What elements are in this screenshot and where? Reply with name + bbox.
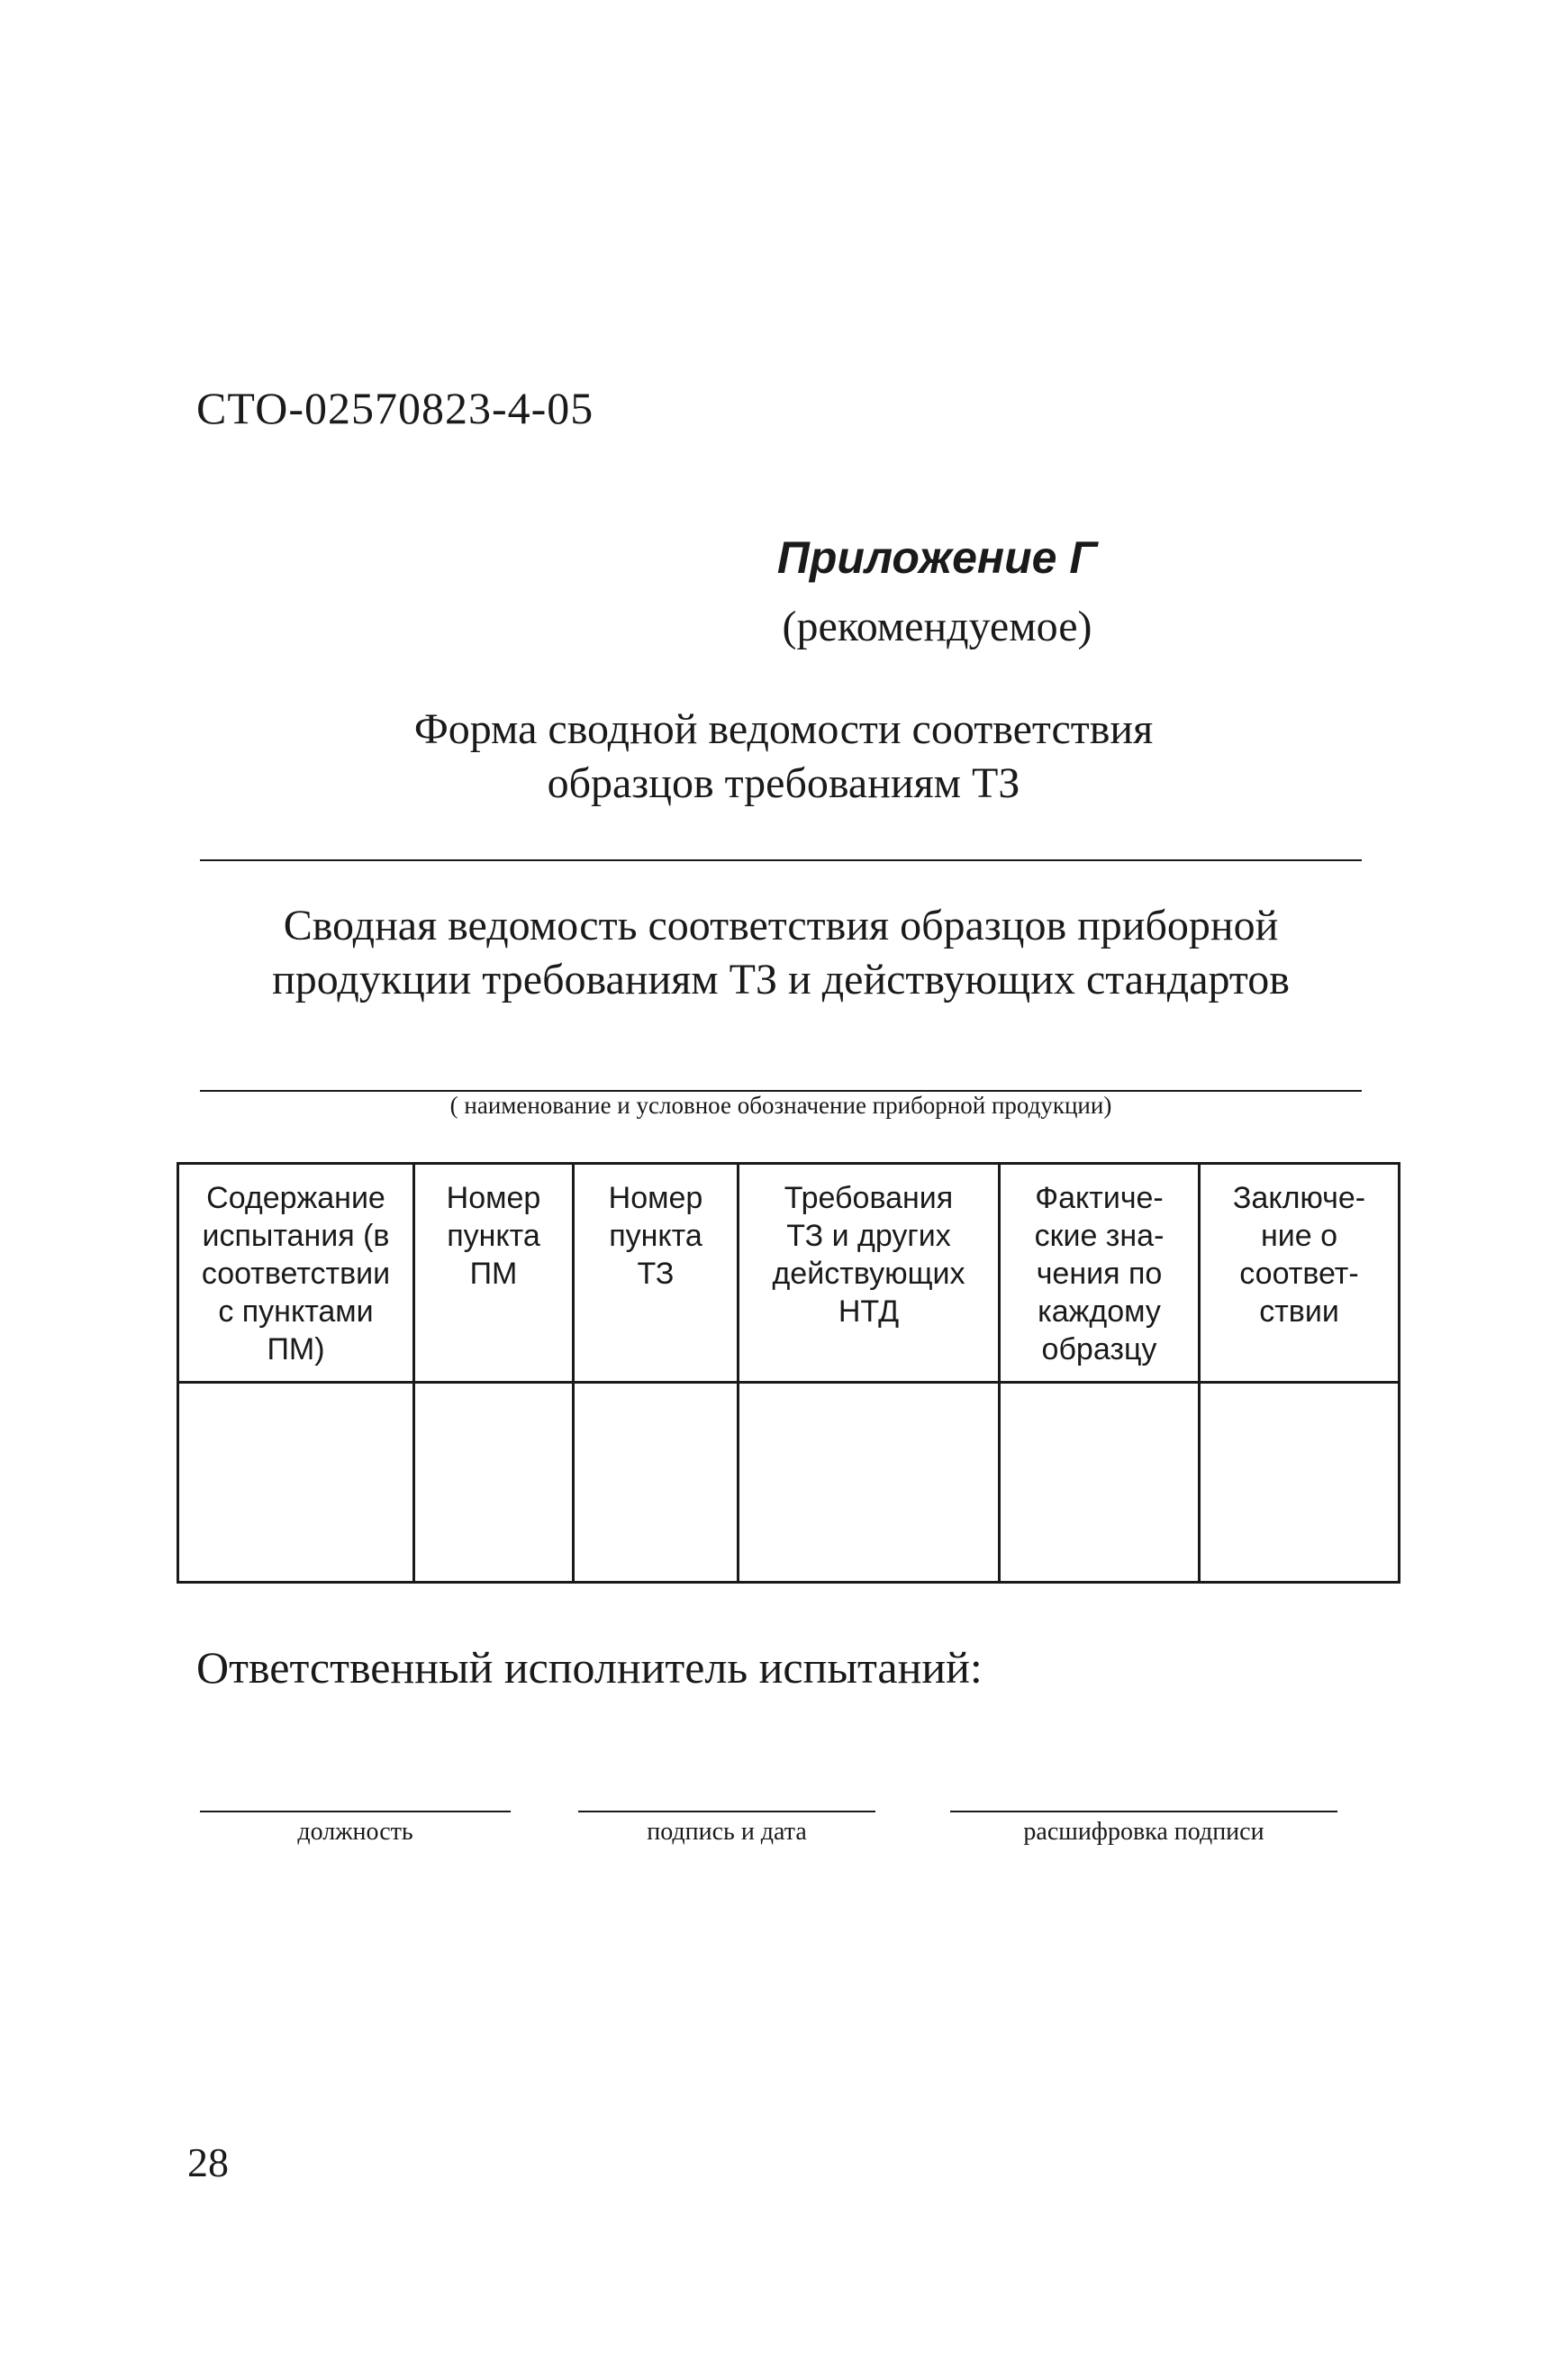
rule-line-top <box>200 859 1362 861</box>
position-line <box>200 1811 511 1812</box>
table-cell[interactable] <box>1200 1383 1400 1583</box>
table-header-cell <box>178 1164 414 1383</box>
table-header-cell <box>574 1164 739 1383</box>
appendix-title: Приложение Г <box>776 532 1098 583</box>
summary-title-text: Сводная ведомость соответствия образцов приборной продукции требованиям ТЗ и действующих стандартов <box>272 902 1290 1003</box>
table-cell[interactable] <box>414 1383 574 1583</box>
column-test-content: Содержание испытания (в соответствии с пунктами ПМ) <box>201 1181 391 1367</box>
table-header-cell <box>1000 1164 1200 1383</box>
table-cell[interactable] <box>1000 1383 1200 1583</box>
table-header-row <box>178 1164 1400 1383</box>
column-pm-item: Номер пункта ПМ <box>446 1181 541 1291</box>
summary-title <box>200 899 1362 1007</box>
form-title <box>270 703 1297 811</box>
position-caption: должность <box>297 1818 413 1846</box>
column-requirements: Требования ТЗ и других действующих НТД <box>772 1181 965 1329</box>
compliance-table <box>177 1162 1400 1584</box>
form-title-text: Форма сводной ведомости соответствия образцов требованиям ТЗ <box>413 705 1154 807</box>
table-row <box>178 1383 1400 1583</box>
document-code: СТО-02570823-4-05 <box>196 383 594 433</box>
signature-date-caption: подпись и дата <box>647 1818 807 1846</box>
table-header-cell <box>739 1164 1000 1383</box>
column-conclusion: Заключе- ние о соответ- ствии <box>1232 1181 1366 1329</box>
product-name-caption: ( наименование и условное обозначение приборной продукции) <box>449 1092 1112 1119</box>
signature-decoding-line <box>950 1811 1337 1812</box>
table-cell[interactable] <box>739 1383 1000 1583</box>
signature-decoding-caption: расшифровка подписи <box>1023 1818 1264 1846</box>
table-header-cell <box>1200 1164 1400 1383</box>
table-cell[interactable] <box>178 1383 414 1583</box>
page-number: 28 <box>187 2139 229 2185</box>
signature-date-line <box>578 1811 875 1812</box>
column-tz-item: Номер пункта ТЗ <box>608 1181 703 1291</box>
table-header-cell <box>414 1164 574 1383</box>
table-cell[interactable] <box>574 1383 739 1583</box>
column-actual-values: Фактиче- ские зна- чения по каждому образцу <box>1034 1181 1165 1367</box>
appendix-status: (рекомендуемое) <box>782 603 1092 650</box>
responsible-executor-label: Ответственный исполнитель испытаний: <box>196 1642 983 1693</box>
